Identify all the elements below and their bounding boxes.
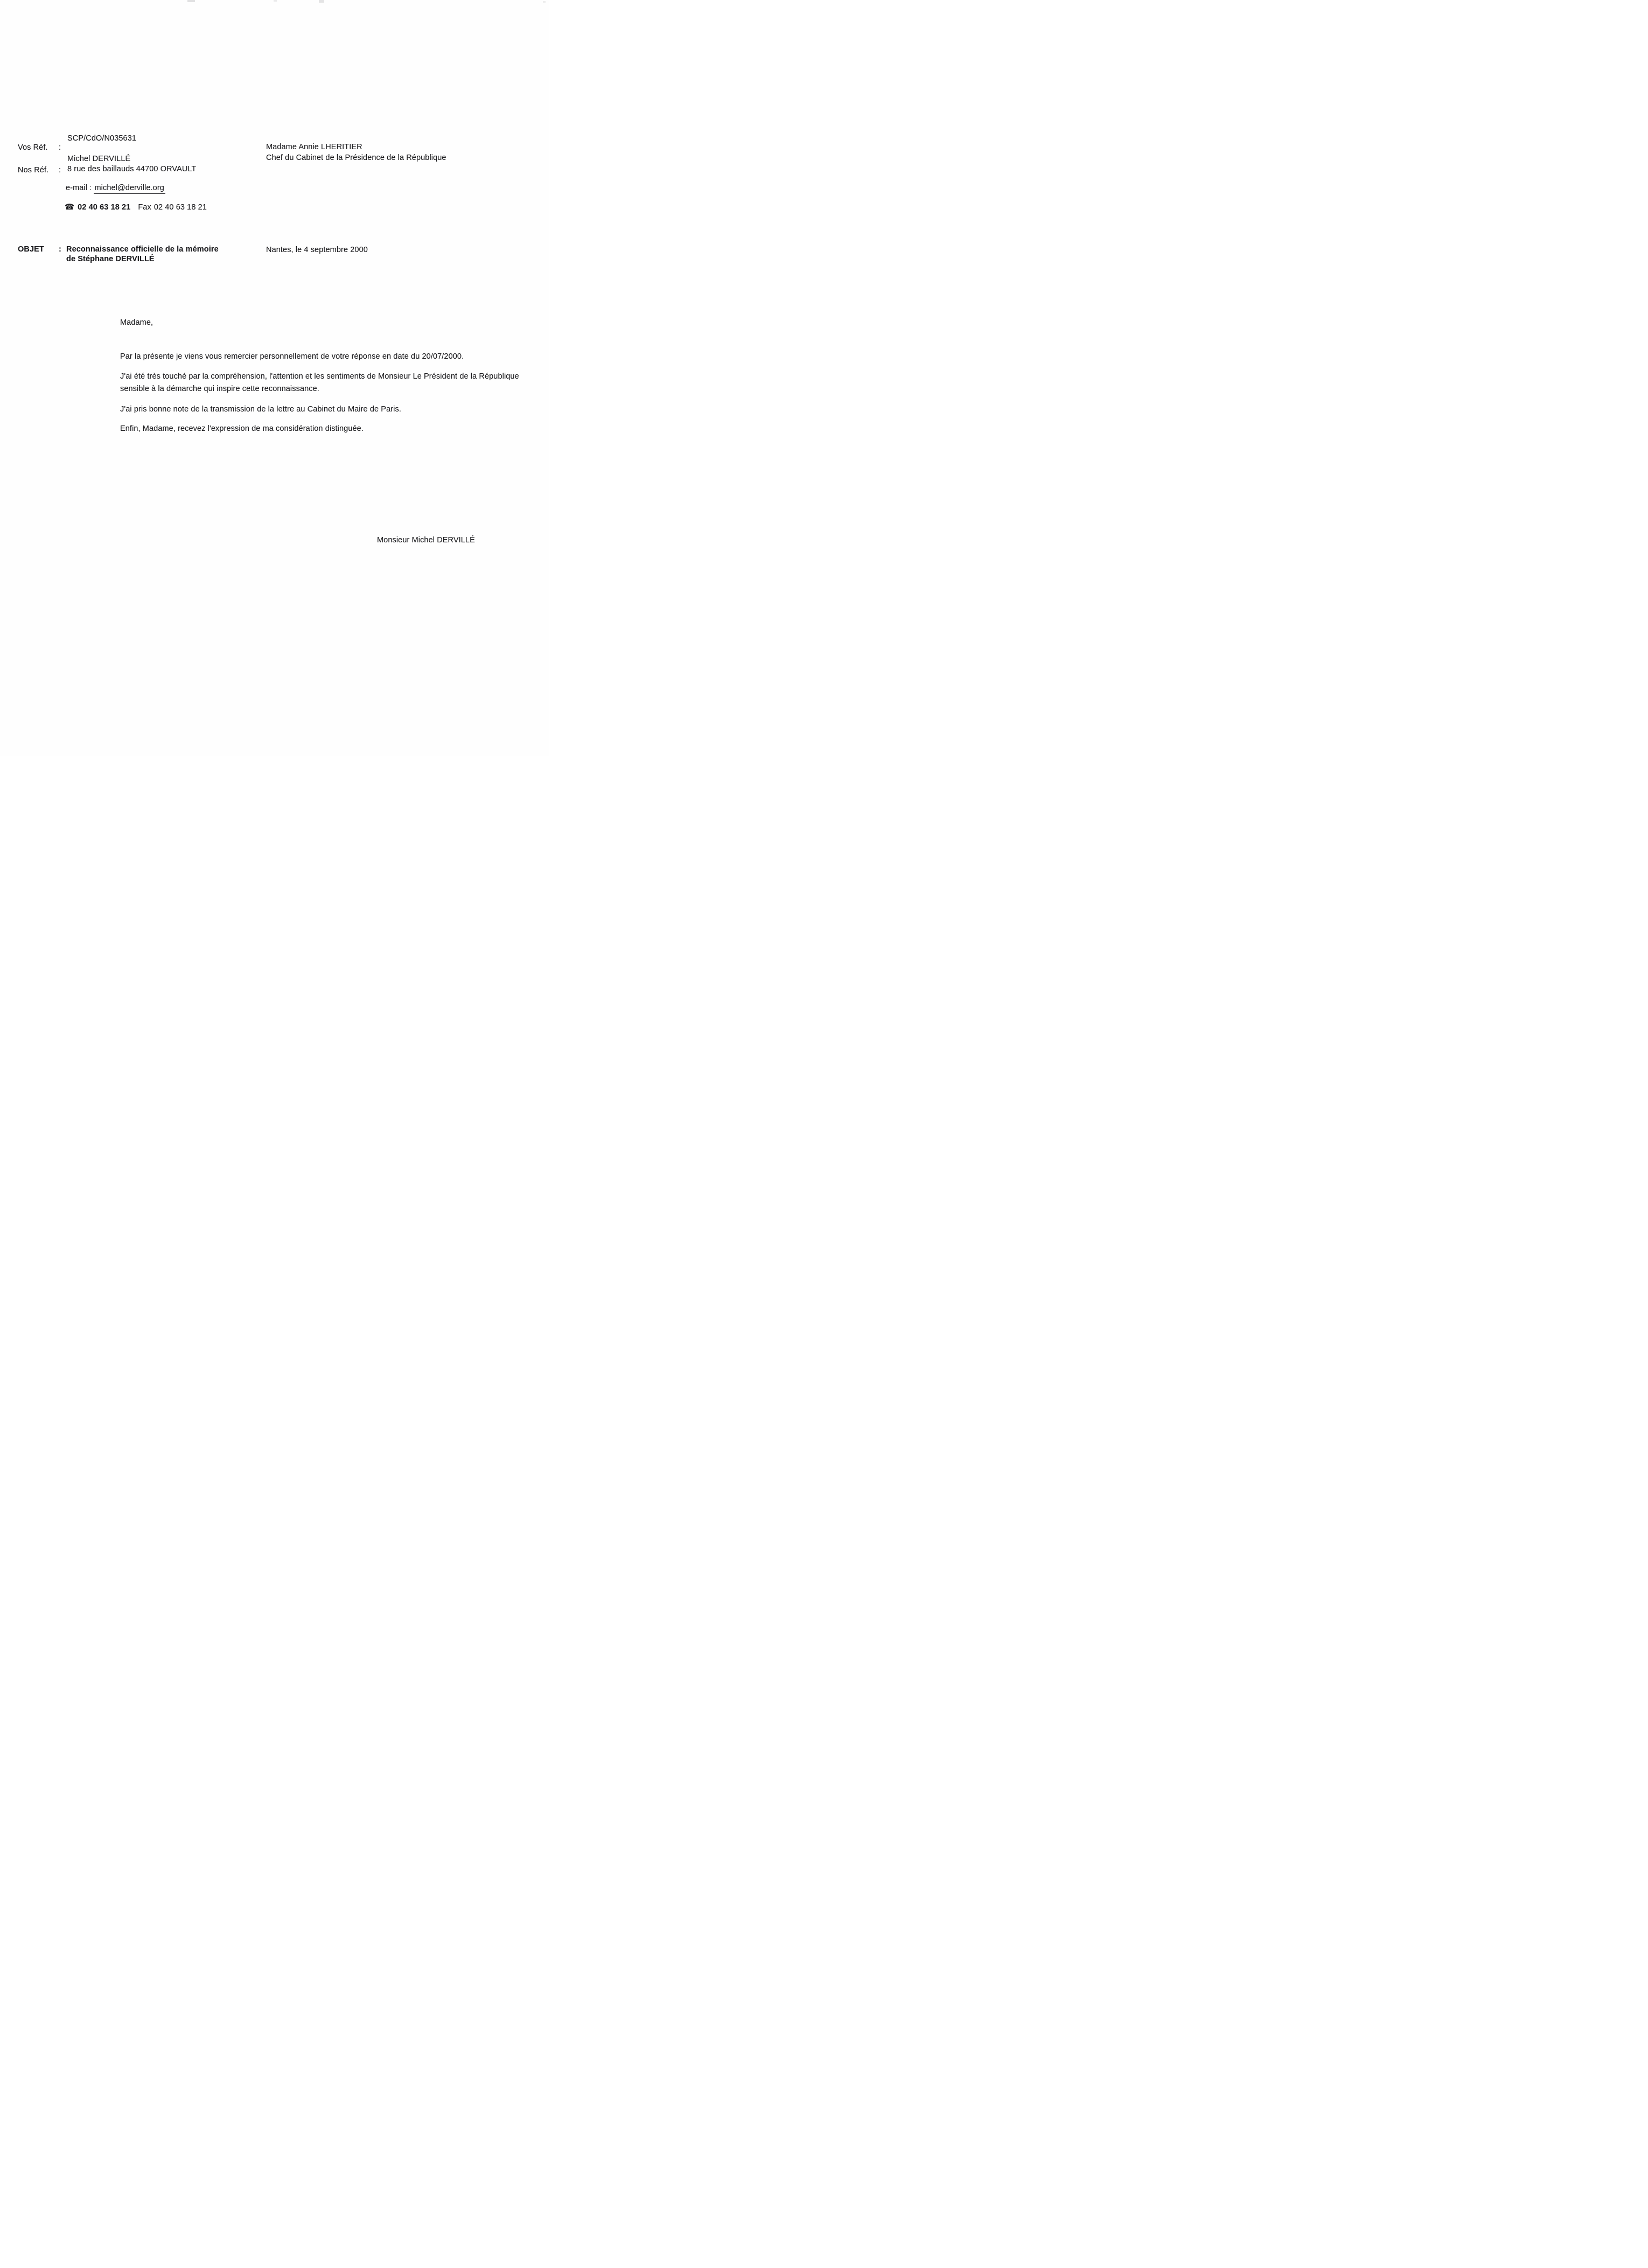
subject-colon: : <box>59 245 61 254</box>
body-paragraph: Enfin, Madame, recevez l'expression de ma considération distinguée. <box>120 424 364 433</box>
phone-line <box>65 203 207 212</box>
sender-address: 8 rue des baillauds 44700 ORVAULT <box>67 165 197 173</box>
sender-name: Michel DERVILLÉ <box>67 155 131 163</box>
subject-line2: de Stéphane DERVILLÉ <box>66 254 155 263</box>
scan-artifact <box>187 0 195 2</box>
recipient-title: Chef du Cabinet de la Présidence de la République <box>266 153 446 162</box>
reference-number: SCP/CdO/N035631 <box>67 134 137 143</box>
fax-number: 02 40 63 18 21 <box>153 203 207 212</box>
nos-ref-label: Nos Réf. <box>18 166 49 175</box>
subject-label: OBJET <box>18 245 44 254</box>
body-paragraph: J'ai pris bonne note de la transmission de la lettre au Cabinet du Maire de Paris. <box>120 405 401 414</box>
scan-artifact <box>274 0 277 2</box>
fax-label: Fax <box>138 203 151 212</box>
subject-line1: Reconnaissance officielle de la mémoire <box>66 245 219 254</box>
signature-name: Monsieur Michel DERVILLÉ <box>377 536 475 545</box>
vos-ref-label: Vos Réf. <box>18 143 48 152</box>
salutation: Madame, <box>120 318 153 327</box>
body-paragraph: Par la présente je viens vous remercier personnellement de votre réponse en date du 20/07/2000. <box>120 352 464 361</box>
dateline: Nantes, le 4 septembre 2000 <box>266 246 368 254</box>
email-address: michel@derville.org <box>94 184 165 194</box>
phone-number: 02 40 63 18 21 <box>78 203 131 212</box>
scan-artifact <box>543 1 546 3</box>
vos-ref-colon: : <box>59 143 61 152</box>
email-label: e-mail : <box>66 184 92 192</box>
recipient-name: Madame Annie LHERITIER <box>266 143 362 151</box>
telephone-icon: ☎ <box>65 203 75 212</box>
body-paragraph: J'ai été très touché par la compréhension, l'attention et les sentiments de Monsieur Le Président de la République sensible à la démarche qui inspire cette reconnaissance. <box>120 372 519 393</box>
scan-artifact <box>319 0 324 3</box>
nos-ref-colon: : <box>59 166 61 175</box>
email-line <box>66 184 165 192</box>
scanned-letter-page <box>0 0 549 756</box>
